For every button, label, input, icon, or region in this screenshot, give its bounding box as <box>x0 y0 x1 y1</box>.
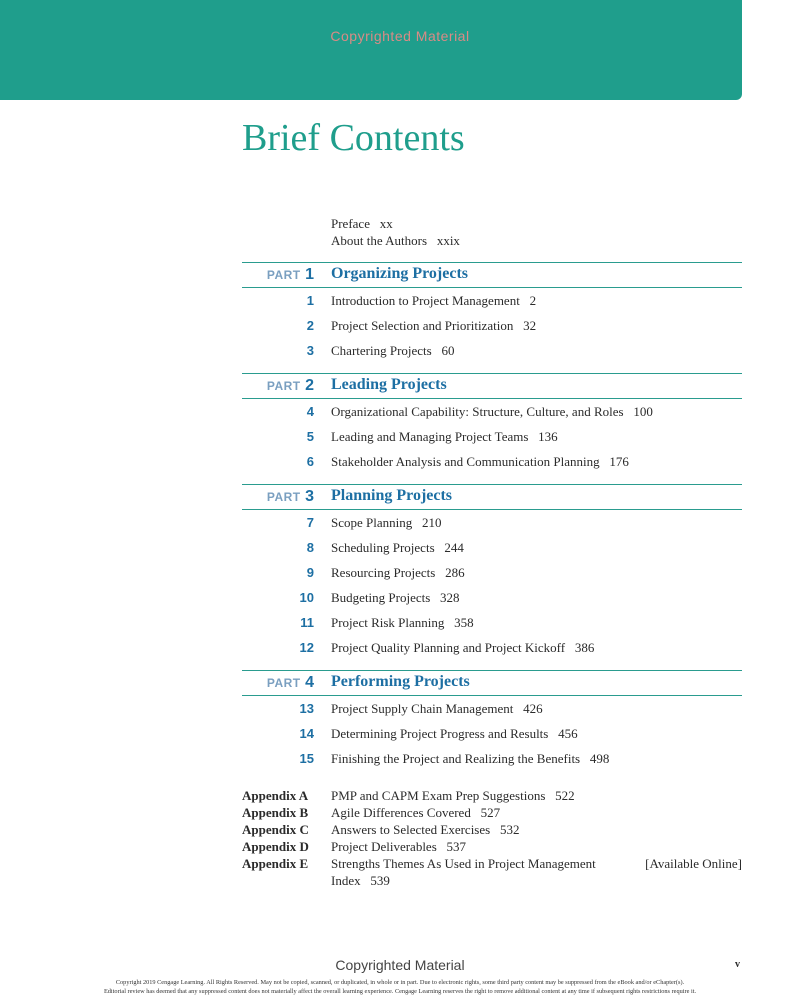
chapter-text <box>331 615 474 631</box>
part-heading[interactable] <box>242 670 742 696</box>
chapter-page: 498 <box>589 751 610 766</box>
chapter-page: 286 <box>445 565 465 580</box>
part-heading[interactable] <box>242 484 742 510</box>
chapter-number: 3 <box>306 343 314 358</box>
chapter-entry[interactable] <box>242 726 742 744</box>
chapter-number: 6 <box>306 454 314 469</box>
chapter-entry[interactable] <box>242 640 742 658</box>
appendix-title: Index <box>331 873 361 888</box>
chapter-title: Finishing the Project and Realizing the Benefits <box>331 751 581 766</box>
chapter-text <box>331 751 609 767</box>
chapter-text <box>331 343 454 359</box>
chapter-entry[interactable] <box>242 565 742 583</box>
front-matter-item[interactable] <box>331 232 460 249</box>
appendix-text <box>331 838 466 855</box>
appendix-entry[interactable] <box>242 804 742 821</box>
appendix-label: Appendix A <box>242 788 309 803</box>
chapter-number: 2 <box>306 318 314 333</box>
chapter-title: Determining Project Progress and Results <box>331 726 549 741</box>
appendix-entry[interactable] <box>242 838 742 855</box>
chapter-entry[interactable] <box>242 540 742 558</box>
part-index: 4 <box>305 674 314 691</box>
chapter-text <box>331 565 465 581</box>
chapter-text <box>331 540 464 556</box>
part-number <box>267 377 314 395</box>
chapter-entry[interactable] <box>242 701 742 719</box>
part-number <box>267 488 314 506</box>
appendix-text <box>331 872 390 889</box>
part-label: PART <box>266 379 301 393</box>
part-heading[interactable] <box>242 262 742 288</box>
copyright-notice <box>0 978 800 996</box>
part-index: 2 <box>305 377 314 394</box>
chapter-number: 13 <box>299 701 314 716</box>
page-title: Brief Contents <box>242 117 465 159</box>
part-index: 1 <box>305 266 314 283</box>
chapter-number: 12 <box>299 640 314 655</box>
part-title: Organizing Projects <box>331 265 469 282</box>
top-banner <box>0 0 742 100</box>
chapter-title: Project Supply Chain Management <box>331 701 514 716</box>
appendix-title: Agile Differences Covered <box>331 805 471 820</box>
appendix-availability: [Available Online] <box>645 856 742 871</box>
chapter-title: Chartering Projects <box>331 343 432 358</box>
part-label: PART <box>266 490 301 504</box>
chapter-text <box>331 701 543 717</box>
chapter-number: 4 <box>306 404 314 419</box>
chapter-title: Stakeholder Analysis and Communication Planning <box>331 454 600 469</box>
chapter-entry[interactable] <box>242 429 742 447</box>
chapter-page: 386 <box>574 640 595 655</box>
chapter-entry[interactable] <box>242 343 742 361</box>
chapter-entry[interactable] <box>242 454 742 472</box>
appendix-text <box>331 855 596 872</box>
chapter-text <box>331 515 442 531</box>
chapter-text <box>331 318 536 334</box>
appendix-title: Project Deliverables <box>331 839 437 854</box>
part-index: 3 <box>305 488 314 505</box>
chapter-entry[interactable] <box>242 293 742 311</box>
chapter-title: Project Selection and Prioritization <box>331 318 514 333</box>
chapter-entry[interactable] <box>242 318 742 336</box>
appendix-page: 522 <box>555 788 575 803</box>
chapter-number: 7 <box>306 515 314 530</box>
chapter-page: 426 <box>523 701 543 716</box>
front-matter-page: xxix <box>436 233 460 248</box>
appendix-label: Appendix D <box>242 839 309 854</box>
chapter-text <box>331 590 460 606</box>
copyright-line: Editorial review has deemed that any suppressed content does not materially affect the overall learning experience. Cengage Learning reserves the right to remove additional content at any time if subsequent rights restrictions require it. <box>103 988 697 995</box>
chapter-text <box>331 454 629 470</box>
part-label: PART <box>266 268 301 282</box>
appendix-label: Appendix B <box>242 805 309 820</box>
chapter-title: Leading and Managing Project Teams <box>331 429 529 444</box>
appendix-title: Strengths Themes As Used in Project Management <box>331 856 596 871</box>
part-number <box>267 674 314 692</box>
appendix-label: Appendix E <box>242 856 309 871</box>
appendix-label: Appendix C <box>242 822 309 837</box>
chapter-entry[interactable] <box>242 615 742 633</box>
appendix-text <box>331 804 500 821</box>
chapter-text <box>331 640 594 656</box>
part-label: PART <box>266 676 301 690</box>
chapter-entry[interactable] <box>242 590 742 608</box>
appendix-entry[interactable] <box>242 855 742 872</box>
chapter-text <box>331 404 653 420</box>
chapter-text <box>331 293 536 309</box>
appendix-entry[interactable] <box>242 787 742 804</box>
index-entry[interactable] <box>242 872 742 889</box>
copyright-line: Copyright 2019 Cengage Learning. All Rights Reserved. May not be copied, scanned, or duplicated, in whole or in part. Due to electronic rights, some third party content may be suppressed from the eBook and/or eChapter(s). <box>115 979 685 986</box>
part-title: Performing Projects <box>331 673 470 690</box>
chapter-page: 176 <box>609 454 629 469</box>
chapter-title: Introduction to Project Management <box>331 293 520 308</box>
part-title: Planning Projects <box>331 487 453 504</box>
chapter-page: 100 <box>633 404 653 419</box>
page-number: v <box>735 959 740 970</box>
appendix-page: 527 <box>480 805 501 820</box>
part-title: Leading Projects <box>331 376 447 393</box>
appendix-title: PMP and CAPM Exam Prep Suggestions <box>331 788 546 803</box>
appendix-page: 537 <box>446 839 467 854</box>
chapter-text <box>331 726 578 742</box>
chapter-page: 32 <box>523 318 537 333</box>
part-heading[interactable] <box>242 373 742 399</box>
chapter-page: 456 <box>558 726 578 741</box>
front-matter-page: xx <box>379 216 393 231</box>
chapter-title: Organizational Capability: Structure, Culture, and Roles <box>331 404 624 419</box>
appendix-entry[interactable] <box>242 821 742 838</box>
chapter-page: 210 <box>422 515 442 530</box>
chapter-title: Project Risk Planning <box>331 615 445 630</box>
part-number <box>267 266 314 284</box>
chapter-number: 5 <box>306 429 314 444</box>
appendix-text <box>331 787 575 804</box>
appendix-page: 532 <box>499 822 520 837</box>
footer-watermark: Copyrighted Material <box>335 957 465 973</box>
chapter-number: 8 <box>306 540 314 555</box>
chapter-title: Resourcing Projects <box>331 565 436 580</box>
chapter-entry[interactable] <box>242 404 742 422</box>
chapter-text <box>331 429 558 445</box>
chapter-page: 328 <box>440 590 460 605</box>
appendix-text <box>331 821 519 838</box>
appendix-page: 539 <box>370 873 390 888</box>
front-matter <box>331 215 460 249</box>
chapter-number: 10 <box>299 590 314 605</box>
chapter-number: 11 <box>300 615 314 630</box>
chapter-title: Budgeting Projects <box>331 590 431 605</box>
top-watermark: Copyrighted Material <box>330 28 470 44</box>
chapter-number: 9 <box>306 565 314 580</box>
chapter-page: 60 <box>441 343 455 358</box>
chapter-entry[interactable] <box>242 751 742 769</box>
front-matter-item[interactable] <box>331 215 460 232</box>
chapter-number: 14 <box>299 726 314 741</box>
chapter-title: Scope Planning <box>331 515 413 530</box>
appendix-title: Answers to Selected Exercises <box>331 822 491 837</box>
chapter-page: 244 <box>444 540 464 555</box>
chapter-page: 358 <box>454 615 474 630</box>
chapter-entry[interactable] <box>242 515 742 533</box>
chapter-page: 2 <box>529 293 537 308</box>
front-matter-title: About the Authors <box>331 233 428 248</box>
chapter-page: 136 <box>538 429 558 444</box>
chapter-number: 1 <box>306 293 314 308</box>
chapter-title: Scheduling Projects <box>331 540 435 555</box>
front-matter-title: Preface <box>331 216 370 231</box>
chapter-number: 15 <box>299 751 314 766</box>
chapter-title: Project Quality Planning and Project Kickoff <box>331 640 566 655</box>
